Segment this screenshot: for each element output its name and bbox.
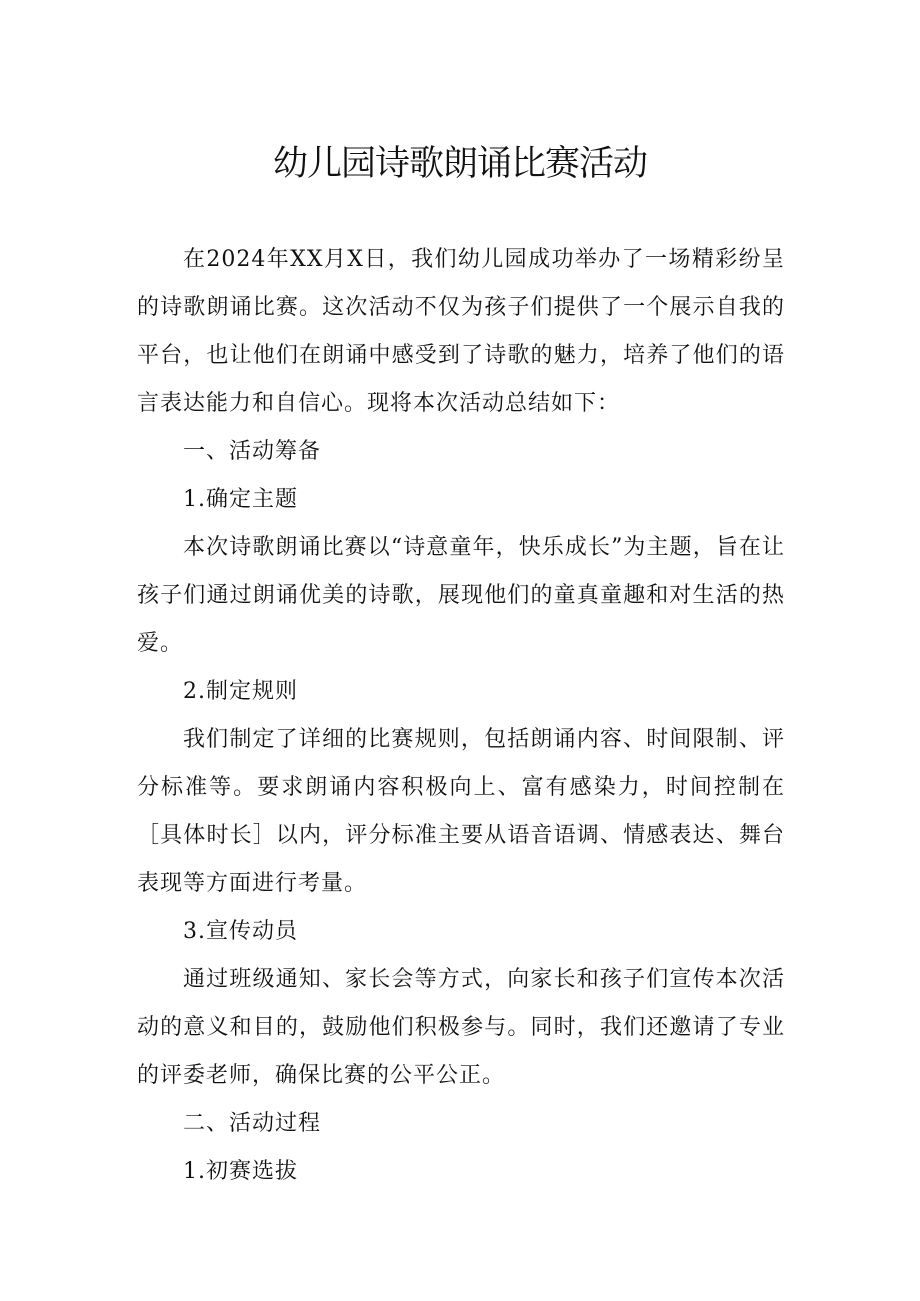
subheading-preliminary: 1.初赛选拔 bbox=[183, 1159, 298, 1184]
document-title: 幼儿园诗歌朗诵比赛活动 bbox=[272, 144, 647, 184]
subheading-rules: 2.制定规则 bbox=[183, 679, 298, 704]
document-body bbox=[137, 236, 785, 1196]
intro-paragraph: 在2024年XX月X日，我们幼儿园成功举办了一场精彩纷呈的诗歌朗诵比赛。这次活动不仅为孩子们提供了一个展示自我的平台，也让他们在朗诵中感受到了诗歌的魅力，培养了他们的语言表达能力和自信心。现将本次活动总结如下： bbox=[137, 247, 785, 416]
section-heading-process: 二、活动过程 bbox=[183, 1111, 322, 1136]
subheading-theme: 1.确定主题 bbox=[183, 487, 298, 512]
subheading-publicity: 3.宣传动员 bbox=[183, 919, 298, 944]
rules-paragraph: 我们制定了详细的比赛规则，包括朗诵内容、时间限制、评分标准等。要求朗诵内容积极向上、富有感染力，时间控制在［具体时长］以内，评分标准主要从语音语调、情感表达、舞台表现等方面进行考量。 bbox=[137, 727, 785, 896]
publicity-paragraph: 通过班级通知、家长会等方式，向家长和孩子们宣传本次活动的意义和目的，鼓励他们积极参与。同时，我们还邀请了专业的评委老师，确保比赛的公平公正。 bbox=[137, 967, 785, 1088]
section-heading-preparation: 一、活动筹备 bbox=[183, 439, 322, 464]
theme-paragraph: 本次诗歌朗诵比赛以“诗意童年，快乐成长”为主题，旨在让孩子们通过朗诵优美的诗歌，展现他们的童真童趣和对生活的热爱。 bbox=[137, 535, 785, 656]
